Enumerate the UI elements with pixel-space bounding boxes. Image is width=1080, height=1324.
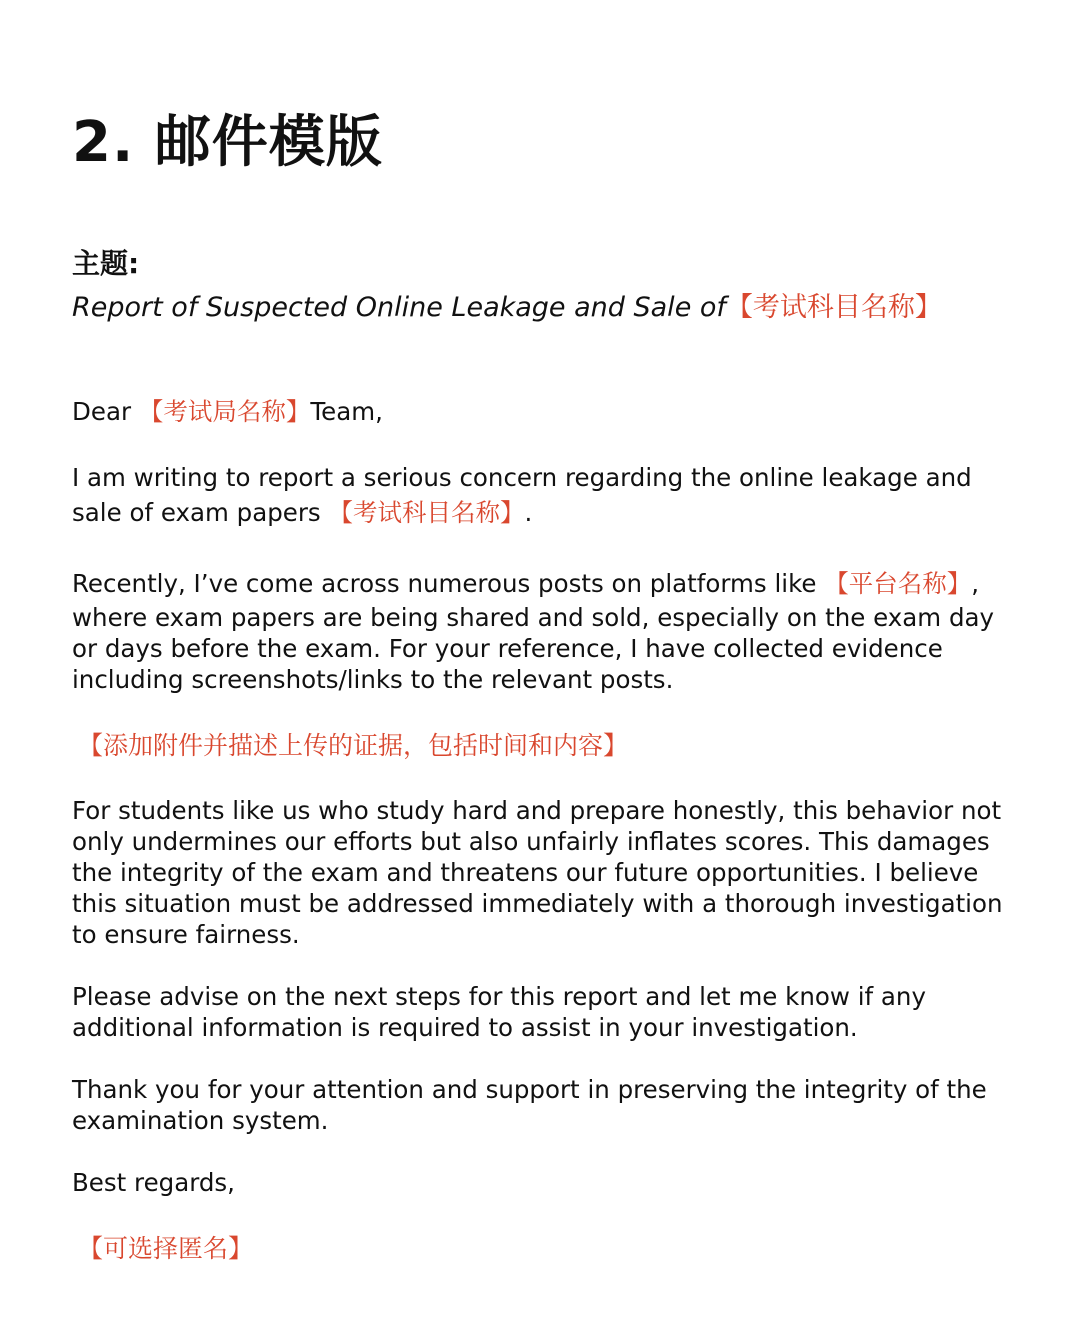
- paragraph-5-line-1: Thank you for your attention and support in preserving the integrity of the: [72, 1075, 987, 1104]
- paragraph-2-line-2: where exam papers are being shared and sold, especially on the exam day: [72, 603, 995, 632]
- paragraph-3-line-3: the integrity of the exam and threatens our future opportunities. I believe: [72, 858, 979, 887]
- paragraph-2-line-4: including screenshots/links to the relevant posts.: [72, 665, 674, 694]
- paragraph-1-suffix: .: [524, 498, 533, 527]
- greeting-line: [72, 396, 383, 427]
- paragraph-1-placeholder: 【考试科目名称】: [328, 498, 525, 527]
- paragraph-2-prefix: Recently, I’ve come across numerous posts on platforms like: [72, 569, 817, 598]
- closing-line: Best regards,: [72, 1168, 235, 1197]
- paragraph-2-suffix: ,: [971, 569, 980, 598]
- paragraph-1-line-1: I am writing to report a serious concern regarding the online leakage and: [72, 463, 972, 492]
- paragraph-3-line-4: this situation must be addressed immediately with a thorough investigation: [72, 889, 1003, 918]
- paragraph-4-line-1: Please advise on the next steps for this report and let me know if any: [72, 982, 926, 1011]
- paragraph-3-line-5: to ensure fairness.: [72, 920, 300, 949]
- paragraph-1-line-2: [72, 497, 532, 528]
- paragraph-2-line-3: or days before the exam. For your reference, I have collected evidence: [72, 634, 943, 663]
- page-title: 2. 邮件模版: [72, 110, 383, 175]
- paragraph-3-line-2: only undermines our efforts but also unfairly inflates scores. This damages: [72, 827, 990, 856]
- paragraph-4-line-2: additional information is required to assist in your investigation.: [72, 1013, 858, 1042]
- greeting-placeholder: 【考试局名称】: [138, 397, 311, 426]
- subject-placeholder: 【考试科目名称】: [725, 292, 942, 323]
- subject-label: 主题:: [72, 247, 140, 280]
- greeting-prefix: Dear: [72, 397, 132, 426]
- paragraph-5-line-2: examination system.: [72, 1106, 329, 1135]
- paragraph-1-prefix: sale of exam papers: [72, 498, 321, 527]
- subject-text: Report of Suspected Online Leakage and Sale of: [72, 292, 726, 323]
- paragraph-2-placeholder: 【平台名称】: [824, 569, 972, 598]
- paragraph-2-line-1: [72, 568, 979, 599]
- signature-note: 【可选择匿名】: [78, 1234, 254, 1263]
- greeting-suffix: Team,: [310, 397, 383, 426]
- subject-line: [72, 288, 942, 328]
- paragraph-3-line-1: For students like us who study hard and prepare honestly, this behavior not: [72, 796, 1002, 825]
- attachment-note: 【添加附件并描述上传的证据，包括时间和内容】: [78, 731, 629, 760]
